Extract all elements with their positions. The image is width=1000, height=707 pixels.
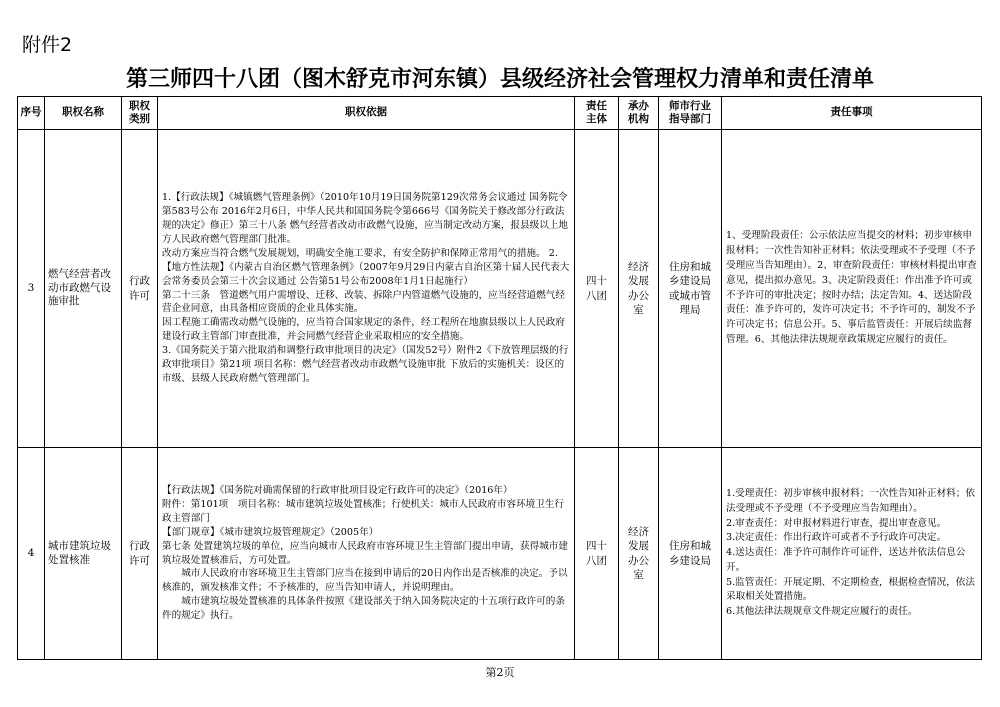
header-seq: 序号 (18, 97, 45, 130)
header-basis: 职权依据 (158, 97, 575, 130)
row-category: 行政许可 (122, 448, 158, 660)
row-org: 经济发展办公室 (619, 448, 659, 660)
row-seq: 3 (18, 130, 45, 448)
row-guide: 住房和城乡建设局或城市管理局 (659, 130, 722, 448)
row-name: 燃气经营者改动市政燃气设施审批 (45, 130, 122, 448)
table-row (18, 448, 982, 660)
row-category: 行政许可 (122, 130, 158, 448)
table-row (18, 130, 982, 448)
row-name: 城市建筑垃圾处置核准 (45, 448, 122, 660)
document-title: 第三师四十八团（图木舒克市河东镇）县级经济社会管理权力清单和责任清单 (125, 67, 874, 92)
row-duty: 1、受理阶段责任：公示依法应当提交的材料；初步审核申报材料；一次性告知补正材料；依法受理或不予受理（不予受理应当告知理由）。2、审查阶段责任：审核材料提出审查意见，提出拟办意见。3、决定阶段责任：作出准予许可或不予许可的审批决定；按时办结；法定告知。4、送达阶段责任：准予许可的，发许可决定书；不予许可的，制发不予许可决定书；信息公开。5、事后监管责任：开展后续监督管理。6、其他法律法规规章政策规定应履行的责任。 (722, 130, 982, 448)
row-seq: 4 (18, 448, 45, 660)
row-org: 经济发展办公室 (619, 130, 659, 448)
table-header-row (18, 97, 982, 130)
row-subject: 四十八团 (575, 130, 619, 448)
page-number: 第2页 (485, 666, 515, 679)
header-category: 职权类别 (122, 97, 158, 130)
row-duty: 1.受理责任：初步审核申报材料；一次性告知补正材料；依法受理或不予受理（不予受理应当告知理由）。 2.审查责任：对申报材料进行审查，提出审查意见。 3.决定责任：作出行政许可或者不予行政许可决定。 4.送达责任：准予许可制作许可证件，送达并依法信息公开。 5.监管责任：开展定期、不定期检查，根据检查情况，依法采取相关处置措施。 6.其他法律法规规章文件规定应履行的责任。 (722, 448, 982, 660)
header-guide: 师市行业指导部门 (659, 97, 722, 130)
header-org: 承办机构 (619, 97, 659, 130)
header-subject: 责任主体 (575, 97, 619, 130)
power-list-table (17, 96, 982, 660)
row-basis: 1.【行政法规】《城镇燃气管理条例》（2010年10月19日国务院第129次常务会议通过 国务院令第583号公布 2016年2月6日，中华人民共和国国务院令第666号《国务院关于修改部分行政法规的决定》修正）第三十八条 燃气经营者改动市政燃气设施，应当制定改动方案，报县级以上地方人民政府燃气管理部门批准。 改动方案应当符合燃气发展规划，明确安全施工要求，有安全防护和保障正常用气的措施。 2.【地方性法规】《内蒙古自治区燃气管理条例》（2007年9月29日内蒙古自治区第十届人民代表大会常务委员会第三十次会议通过 公告第51号公布2008年1月1日起施行） 第二十三条 管道燃气用户需增设、迁移、改装、拆除户内管道燃气设施的，应当经营道燃气经营企业同意，由具备相应资质的企业具体实施。 因工程施工确需改动燃气设施的，应当符合国家规定的条件，经工程所在地旗县级以上人民政府建设行政主管部门审查批准，并会同燃气经营企业采取相应的安全措施。 3.《国务院关于第六批取消和调整行政审批项目的决定》（国发52号）附件2《下放管理层级的行政审批项目》第21项 项目名称：燃气经营者改动市政燃气设施审批 下放后的实施机关：设区的市级、县级人民政府燃气管理部门。 (158, 130, 575, 448)
row-guide: 住房和城乡建设局 (659, 448, 722, 660)
row-basis: 【行政法规】《国务院对确需保留的行政审批项目设定行政许可的决定》（2016年） 附件：第101项 项目名称：城市建筑垃圾处置核准；行使机关：城市人民政府市容环境卫生行政主管部门 【部门规章】《城市建筑垃圾管理规定》（2005年） 第七条 处置建筑垃圾的单位，应当向城市人民政府市容环境卫生主管部门提出申请，获得城市建筑垃圾处置核准后，方可处置。 城市人民政府市容环境卫生主管部门应当在接到申请后的20日内作出是否核准的决定。予以核准的，颁发核准文件；不予核准的，应当告知申请人，并说明理由。 城市建筑垃圾处置核准的具体条件按照《建设部关于纳入国务院决定的十五项行政许可的条件的规定》执行。 (158, 448, 575, 660)
attachment-label: 附件2 (22, 34, 73, 56)
header-duty: 责任事项 (722, 97, 982, 130)
header-name: 职权名称 (45, 97, 122, 130)
row-subject: 四十八团 (575, 448, 619, 660)
